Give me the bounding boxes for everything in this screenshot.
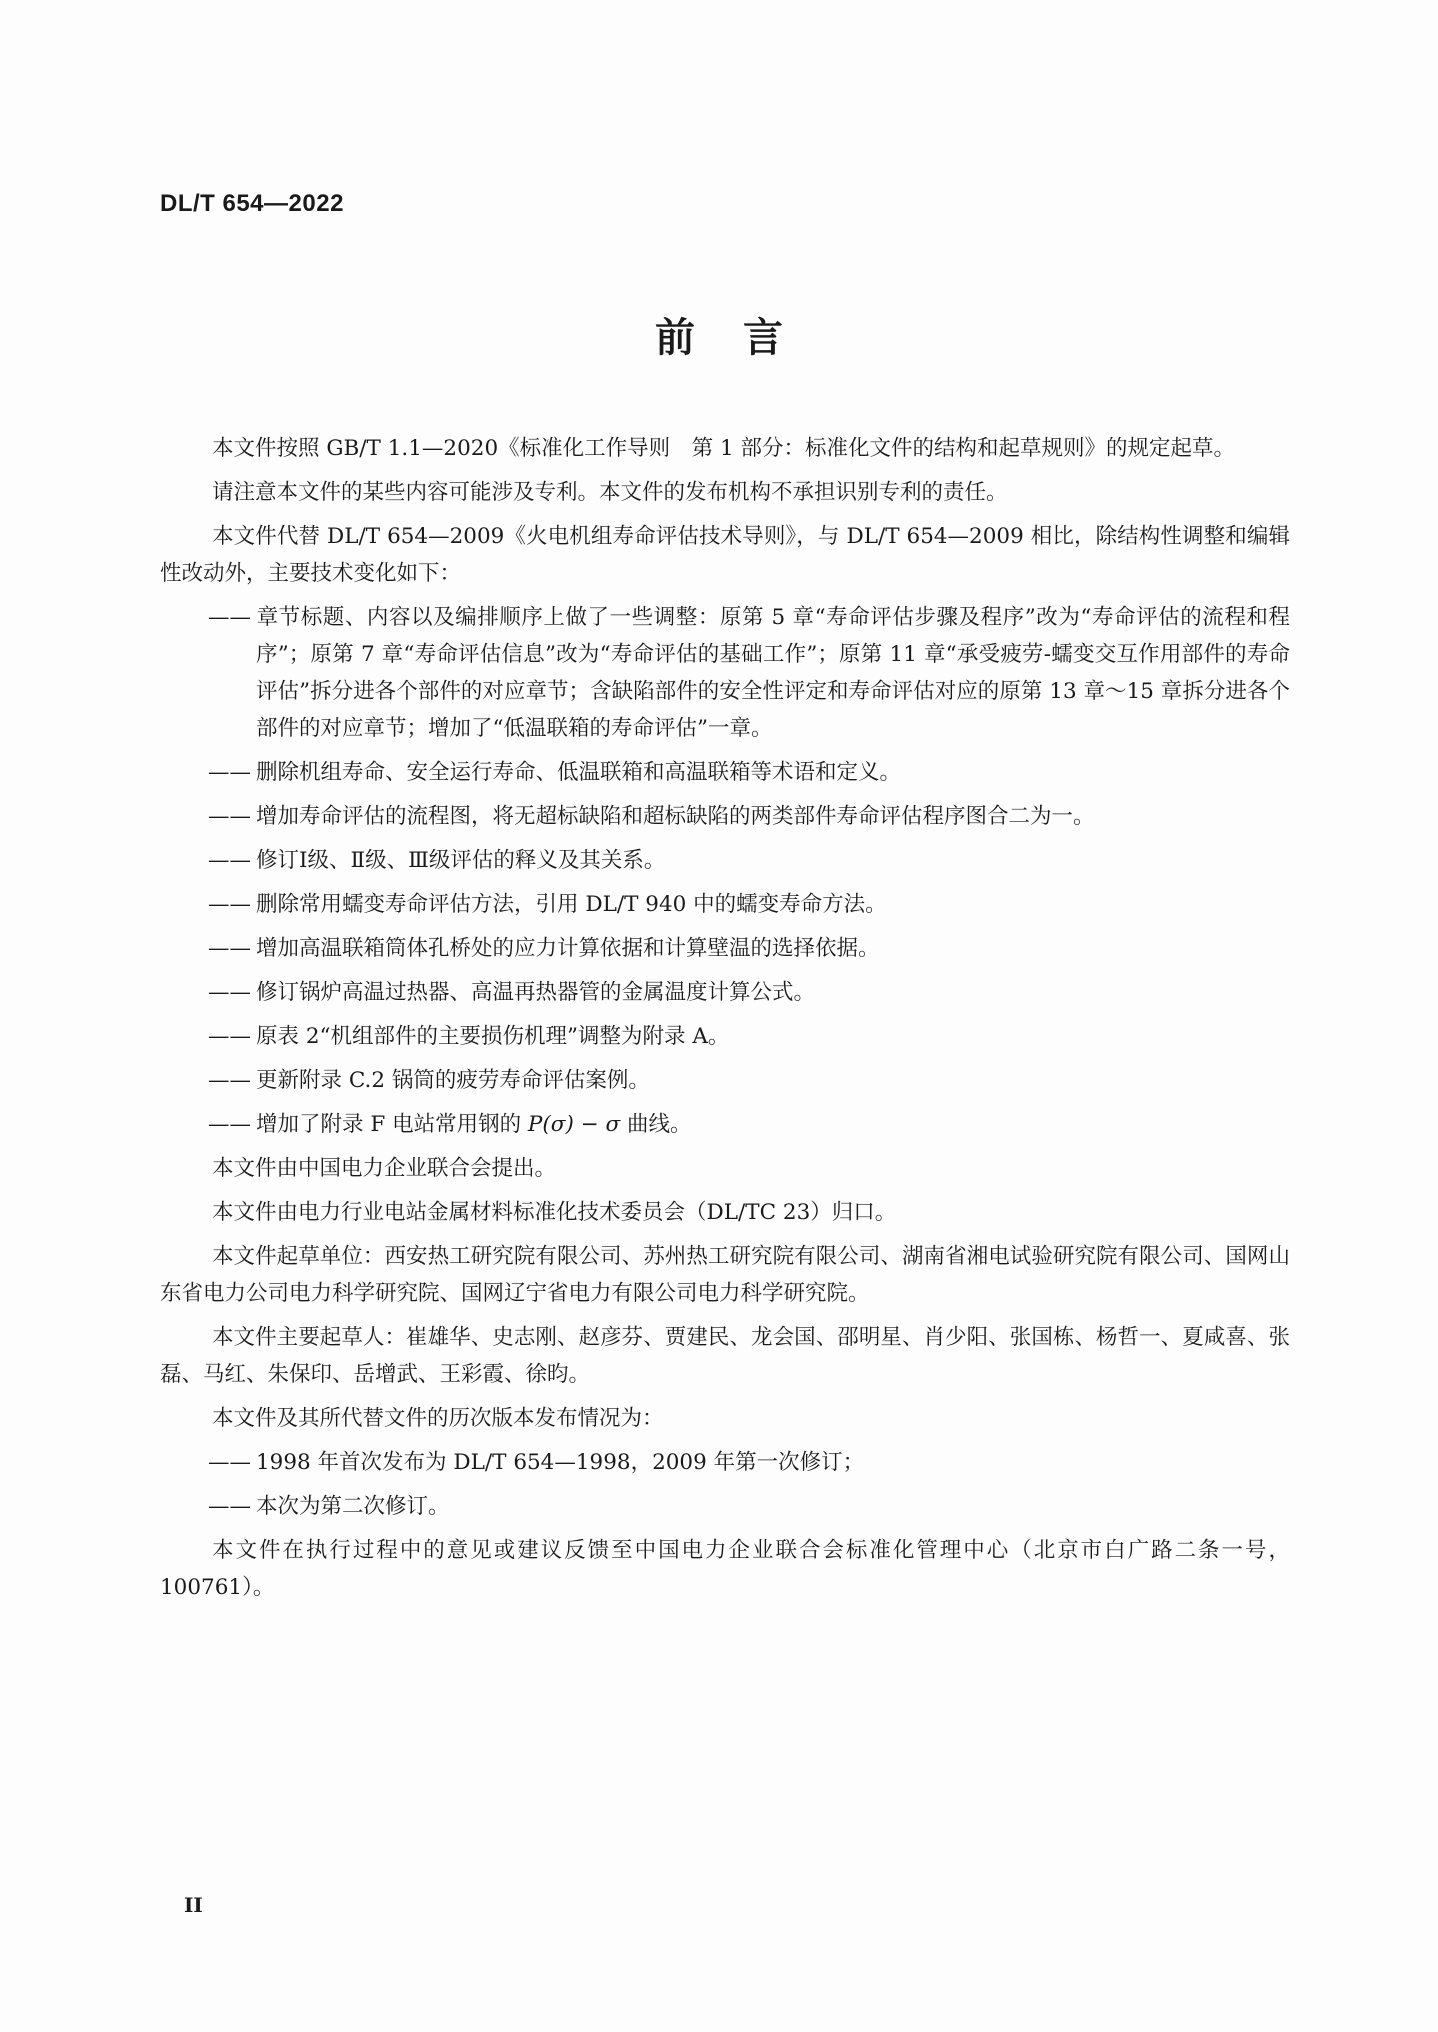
- list-item-change: [160, 1062, 1290, 1099]
- dash-marker: ——: [208, 1112, 251, 1137]
- dash-marker: ——: [208, 892, 251, 917]
- paragraph-drafters: 本文件主要起草人：崔雄华、史志刚、赵彦芬、贾建民、龙会国、邵明星、肖少阳、张国栋、杨哲一、夏咸喜、张磊、马红、朱保印、岳增武、王彩霞、徐昀。: [160, 1325, 1290, 1387]
- list-item-text: 本次为第二次修订。: [256, 1494, 450, 1519]
- paragraph-patent-notice: 请注意本文件的某些内容可能涉及专利。本文件的发布机构不承担识别专利的责任。: [212, 480, 1008, 505]
- list-item-text: 删除机组寿命、安全运行寿命、低温联箱和高温联箱等术语和定义。: [256, 760, 902, 785]
- foreword-body: [160, 430, 1290, 1613]
- list-item-history: [160, 1488, 1290, 1525]
- list-item-text: 章节标题、内容以及编排顺序上做了一些调整：原第 5 章“寿命评估步骤及程序”改为“寿命评估的流程和程序”；原第 7 章“寿命评估信息”改为“寿命评估的基础工作”；原第 11 章“承受疲劳-蠕变交互作用部件的寿命评估”拆分进各个部件的对应章节；含缺陷部件的安全性评定和寿命评估对应的原第 13 章～15 章拆分进各个部件的对应章节；增加了“低温联箱的寿命评估”一章。: [256, 605, 1290, 741]
- list-item-change: [160, 842, 1290, 879]
- paragraph-replacement: 本文件代替 DL/T 654—2009《火电机组寿命评估技术导则》，与 DL/T 654—2009 相比，除结构性调整和编辑性改动外，主要技术变化如下：: [160, 524, 1290, 586]
- list-item-text: 1998 年首次发布为 DL/T 654—1998，2009 年第一次修订；: [256, 1450, 865, 1475]
- list-item-text: 删除常用蠕变寿命评估方法，引用 DL/T 940 中的蠕变寿命方法。: [256, 892, 887, 917]
- list-item-change: [160, 1106, 1290, 1143]
- list-item-history: [160, 1444, 1290, 1481]
- formula-p-sigma: P(σ) − σ: [527, 1112, 621, 1137]
- dash-marker: ——: [208, 1068, 251, 1093]
- paragraph-proposer: 本文件由中国电力企业联合会提出。: [212, 1156, 557, 1181]
- list-item-text: 原表 2“机组部件的主要损伤机理”调整为附录 A。: [256, 1024, 730, 1049]
- dash-marker: ——: [208, 760, 251, 785]
- list-item-change: [160, 930, 1290, 967]
- list-item-text: 增加高温联箱筒体孔桥处的应力计算依据和计算壁温的选择依据。: [256, 936, 880, 961]
- list-item-text-suffix: 曲线。: [620, 1112, 692, 1137]
- list-item-text: 修订Ⅰ级、Ⅱ级、Ⅲ级评估的释义及其关系。: [256, 848, 666, 873]
- paragraph-drafting-units: 本文件起草单位：西安热工研究院有限公司、苏州热工研究院有限公司、湖南省湘电试验研究院有限公司、国网山东省电力公司电力科学研究院、国网辽宁省电力有限公司电力科学研究院。: [160, 1244, 1290, 1306]
- standard-number: DL/T 654—2022: [160, 190, 344, 217]
- list-item-change: [160, 754, 1290, 791]
- list-item-change: [160, 1018, 1290, 1055]
- list-item-text: 更新附录 C.2 锅筒的疲劳寿命评估案例。: [256, 1068, 650, 1093]
- dash-marker: ——: [208, 605, 251, 630]
- dash-marker: ——: [208, 848, 251, 873]
- list-item-change: [160, 886, 1290, 923]
- dash-marker: ——: [208, 1024, 251, 1049]
- list-item-change: [160, 798, 1290, 835]
- list-item-text: 修订锅炉高温过热器、高温再热器管的金属温度计算公式。: [256, 980, 816, 1005]
- paragraph-feedback: 本文件在执行过程中的意见或建议反馈至中国电力企业联合会标准化管理中心（北京市白广路二条一号，100761）。: [160, 1538, 1290, 1600]
- paragraph-centralized-unit: 本文件由电力行业电站金属材料标准化技术委员会（DL/TC 23）归口。: [212, 1200, 897, 1225]
- dash-marker: ——: [208, 1450, 251, 1475]
- list-item-change: [160, 974, 1290, 1011]
- list-item-change: [160, 599, 1290, 747]
- dash-marker: ——: [208, 980, 251, 1005]
- paragraph-drafting-rules: 本文件按照 GB/T 1.1—2020《标准化工作导则 第 1 部分：标准化文件的结构和起草规则》的规定起草。: [212, 436, 1235, 461]
- dash-marker: ——: [208, 804, 251, 829]
- dash-marker: ——: [208, 1494, 251, 1519]
- list-item-text: 增加寿命评估的流程图，将无超标缺陷和超标缺陷的两类部件寿命评估程序图合二为一。: [256, 804, 1095, 829]
- list-item-text: 增加了附录 F 电站常用钢的: [256, 1112, 528, 1137]
- paragraph-version-history: 本文件及其所代替文件的历次版本发布情况为：: [212, 1406, 664, 1431]
- page-number: II: [184, 1893, 203, 1917]
- dash-marker: ——: [208, 936, 251, 961]
- page-title: 前言: [655, 315, 831, 361]
